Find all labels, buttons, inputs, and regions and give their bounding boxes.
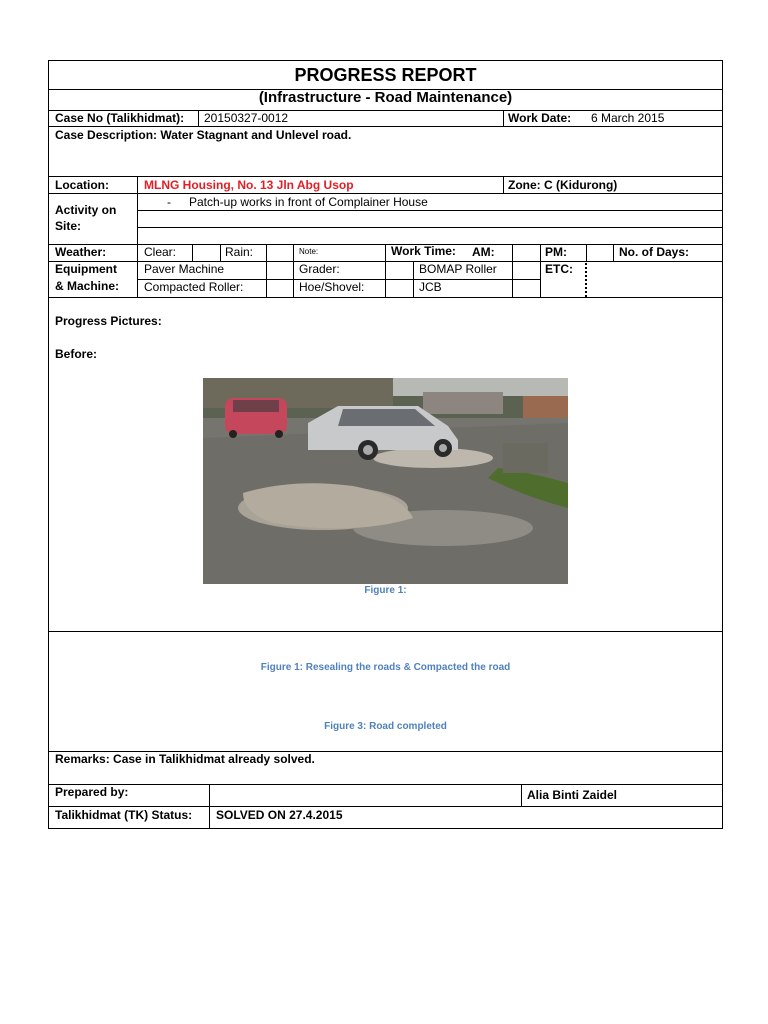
figure-1-caption: Figure 1: — [364, 585, 407, 596]
divider — [137, 244, 138, 297]
divider — [49, 193, 722, 194]
divider — [521, 784, 522, 806]
no-of-days-label: No. of Days: — [619, 245, 690, 259]
road-photo-graphic — [203, 378, 568, 584]
work-time-label: Work Time: — [391, 244, 456, 258]
am-label: AM: — [472, 245, 495, 259]
tk-status-value: SOLVED ON 27.4.2015 — [216, 808, 343, 822]
weather-label: Weather: — [55, 245, 107, 259]
figure-3-caption: Figure 3: Road completed — [324, 721, 447, 732]
divider — [266, 244, 267, 297]
bomap-roller: BOMAP Roller — [419, 262, 497, 276]
jcb: JCB — [419, 280, 442, 294]
divider — [137, 176, 138, 244]
divider — [503, 176, 504, 193]
zone-value: Zone: C (Kidurong) — [508, 178, 618, 192]
activity-item: Patch-up works in front of Complainer House — [189, 195, 428, 209]
case-description: Case Description: Water Stagnant and Unlevel road. — [55, 128, 352, 142]
divider — [586, 244, 587, 261]
divider — [137, 227, 722, 228]
etc-label: ETC: — [545, 262, 573, 276]
figure-2-caption: Figure 1: Resealing the roads & Compacted the road — [260, 662, 511, 673]
divider — [209, 784, 210, 829]
report-subtitle: (Infrastructure - Road Maintenance) — [258, 89, 513, 106]
prepared-by-label: Prepared by: — [55, 785, 129, 799]
divider — [49, 126, 722, 127]
divider — [137, 210, 722, 211]
divider — [293, 244, 294, 297]
case-no-value: 20150327-0012 — [204, 111, 289, 125]
divider — [613, 244, 614, 261]
activity-label-line1: Activity on — [55, 203, 117, 217]
location-value: MLNG Housing, No. 13 Jln Abg Usop — [144, 178, 354, 192]
hoe-shovel-label: Hoe/Shovel: — [299, 280, 365, 294]
pm-label: PM: — [545, 245, 567, 259]
remarks: Remarks: Case in Talikhidmat already solved. — [55, 752, 315, 766]
divider — [198, 110, 199, 126]
equipment-label-line2: & Machine: — [55, 279, 120, 293]
prepared-by-name: Alia Binti Zaidel — [527, 788, 618, 802]
weather-rain-label: Rain: — [225, 245, 254, 259]
equipment-label-line1: Equipment — [55, 262, 117, 276]
divider — [49, 784, 722, 785]
case-no-label: Case No (Talikhidmat): — [55, 111, 185, 125]
compacted-roller-label: Compacted Roller: — [144, 280, 244, 294]
divider — [503, 110, 504, 126]
divider — [49, 176, 722, 177]
dotted-divider — [585, 263, 587, 297]
progress-pictures-heading: Progress Pictures: — [55, 314, 162, 328]
before-label: Before: — [55, 347, 98, 361]
location-label: Location: — [55, 178, 109, 192]
divider — [540, 244, 541, 297]
work-date-value: 6 March 2015 — [591, 111, 665, 125]
divider — [49, 297, 722, 298]
divider — [49, 806, 722, 807]
divider — [413, 261, 414, 297]
tk-status-label: Talikhidmat (TK) Status: — [55, 808, 193, 822]
activity-bullet: - — [167, 195, 171, 209]
grader-label: Grader: — [299, 262, 340, 276]
note-label: Note: — [299, 247, 319, 256]
divider — [220, 244, 221, 261]
divider — [192, 244, 193, 261]
divider — [49, 631, 722, 632]
activity-label-line2: Site: — [55, 219, 82, 233]
report-title: PROGRESS REPORT — [294, 65, 477, 85]
work-date-label: Work Date: — [508, 111, 572, 125]
divider — [512, 244, 513, 297]
weather-clear-label: Clear: — [144, 245, 177, 259]
divider — [385, 244, 386, 297]
before-photo — [203, 378, 568, 584]
paver-machine: Paver Machine — [144, 262, 225, 276]
